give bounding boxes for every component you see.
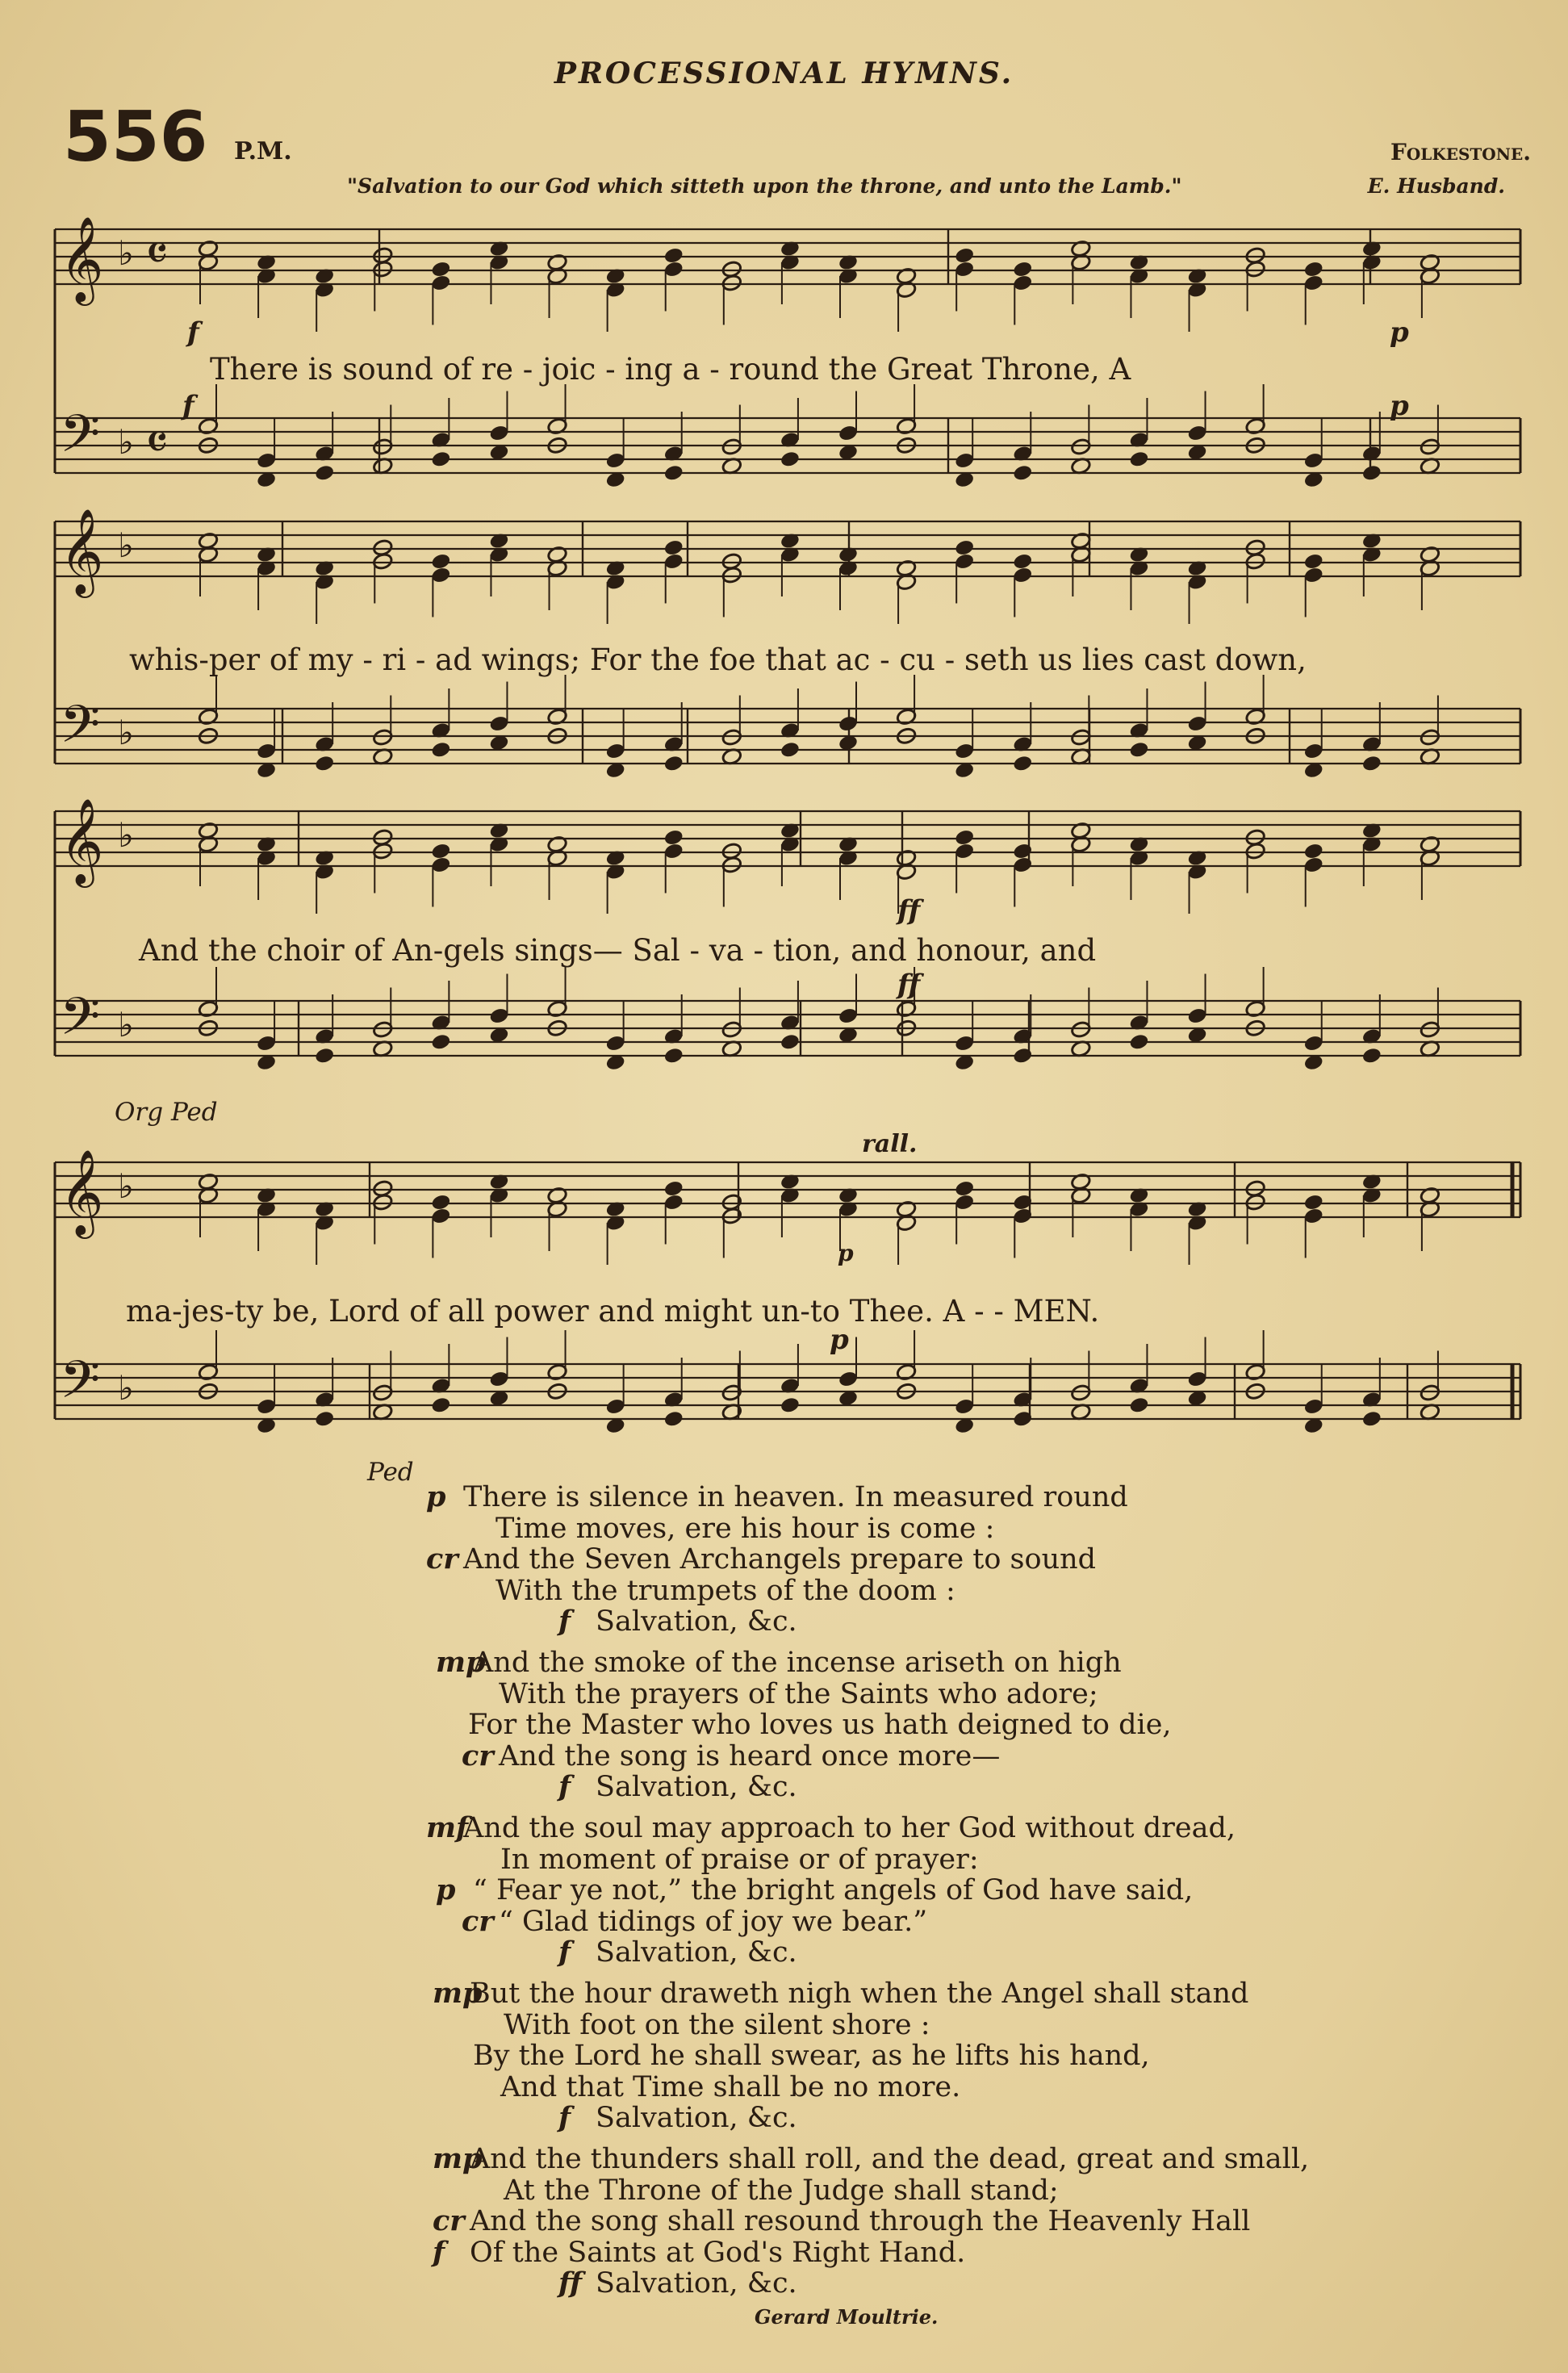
verse-1-line-1: There is silence in heaven. In measured round bbox=[463, 1481, 1128, 1513]
svg-text:𝄞: 𝄞 bbox=[60, 508, 104, 594]
dynamic-p-bass: p bbox=[1390, 390, 1409, 422]
svg-text:𝄴: 𝄴 bbox=[145, 224, 169, 284]
verse-3-line-3: “ Fear ye not,” the bright angels of God have said, bbox=[473, 1874, 1194, 1907]
svg-text:♭: ♭ bbox=[118, 525, 134, 565]
svg-text:♭: ♭ bbox=[118, 1368, 134, 1408]
lyrics-system-3: And the choir of An-gels sings— Sal - va - tion, and honour, and bbox=[139, 933, 1097, 968]
verse-5-line-1: And the thunders shall roll, and the dead, great and small, bbox=[470, 2143, 1310, 2175]
lyrics-system-2: whis-per of my - ri - ad wings; For the foe that ac - cu - seth us lies cast down, bbox=[129, 642, 1307, 677]
pedal-label: Ped bbox=[367, 1458, 414, 1487]
verse-4-line-3: By the Lord he shall swear, as he lifts his hand, bbox=[473, 2040, 1150, 2073]
organ-label: Org Ped bbox=[115, 1098, 218, 1127]
svg-text:𝄢: 𝄢 bbox=[60, 404, 101, 477]
rall-marking: rall. bbox=[862, 1130, 918, 1158]
verse-4-line-5: Salvation, &c. bbox=[596, 2102, 797, 2135]
verse-dynamic-mark: f bbox=[558, 1605, 571, 1638]
verse-5-line-4: Of the Saints at God's Right Hand. bbox=[470, 2236, 966, 2269]
meter: P.M. bbox=[234, 137, 292, 165]
svg-text:♭: ♭ bbox=[118, 815, 134, 855]
svg-text:𝄢: 𝄢 bbox=[60, 987, 101, 1060]
svg-text:𝄞: 𝄞 bbox=[60, 797, 104, 884]
verse-dynamic-mark: f bbox=[558, 1770, 571, 1804]
lyrics-system-4: ma-jes-ty be, Lord of all power and might un-to Thee. A - - MEN. bbox=[126, 1294, 1100, 1329]
svg-text:𝄴: 𝄴 bbox=[145, 413, 169, 473]
composer: E. Husband. bbox=[1367, 174, 1505, 198]
verse-5-line-5: Salvation, &c. bbox=[596, 2267, 797, 2300]
verse-dynamic-mark: cr bbox=[433, 2204, 465, 2238]
verse-dynamic-mark: mp bbox=[433, 2142, 483, 2175]
verse-2-line-3: For the Master who loves us hath deigned to die, bbox=[468, 1709, 1172, 1742]
hymn-number: 556 bbox=[63, 97, 208, 178]
verse-1-line-5: Salvation, &c. bbox=[596, 1605, 797, 1638]
svg-text:𝄢: 𝄢 bbox=[60, 1350, 101, 1423]
verse-dynamic-mark: mp bbox=[436, 1646, 486, 1679]
verse-dynamic-mark: p bbox=[426, 1480, 446, 1513]
lyrics-system-1: There is sound of re - joic - ing a - round the Great Throne, A bbox=[210, 352, 1131, 387]
verse-2-line-2: With the prayers of the Saints who adore; bbox=[499, 1677, 1098, 1710]
verse-4-line-4: And that Time shall be no more. bbox=[500, 2070, 961, 2103]
verse-dynamic-mark: f bbox=[433, 2235, 445, 2269]
svg-text:♭: ♭ bbox=[118, 713, 134, 752]
verse-dynamic-mark: f bbox=[558, 1936, 571, 1969]
svg-text:𝄞: 𝄞 bbox=[60, 216, 104, 302]
verse-4-line-1: But the hour draweth nigh when the Angel shall stand bbox=[470, 1978, 1249, 2010]
svg-text:♭: ♭ bbox=[118, 233, 134, 273]
svg-text:𝄢: 𝄢 bbox=[60, 695, 101, 768]
verse-dynamic-mark: f bbox=[558, 2101, 571, 2135]
verse-dynamic-mark: mp bbox=[433, 1977, 483, 2010]
verse-1-line-2: Time moves, ere his hour is come : bbox=[495, 1512, 995, 1545]
dynamic-p: p bbox=[1390, 316, 1409, 349]
section-title: PROCESSIONAL HYMNS. bbox=[554, 56, 1014, 90]
verse-dynamic-mark: mf bbox=[426, 1811, 469, 1844]
svg-text:𝄞: 𝄞 bbox=[60, 1149, 104, 1235]
author: Gerard Moultrie. bbox=[755, 2305, 939, 2329]
dynamic-p-inner: p bbox=[838, 1240, 854, 1266]
verse-dynamic-mark: cr bbox=[426, 1542, 458, 1576]
verse-3-line-4: “ Glad tidings of joy we bear.” bbox=[499, 1905, 928, 1938]
verse-dynamic-mark: p bbox=[436, 1873, 456, 1907]
verse-3-line-1: And the soul may approach to her God without dread, bbox=[463, 1812, 1236, 1844]
verse-5-line-3: And the song shall resound through the Heavenly Hall bbox=[470, 2205, 1251, 2238]
dynamic-ff-bass: ff bbox=[897, 969, 921, 1001]
dynamic-f: f bbox=[187, 316, 199, 349]
verse-2-line-5: Salvation, &c. bbox=[596, 1771, 797, 1804]
verse-2-line-1: And the smoke of the incense ariseth on high bbox=[473, 1647, 1122, 1679]
svg-text:♭: ♭ bbox=[118, 1005, 134, 1044]
dynamic-ff: ff bbox=[897, 894, 921, 927]
verse-5-line-2: At the Throne of the Judge shall stand; bbox=[504, 2174, 1059, 2207]
epigraph: "Salvation to our God which sitteth upon the throne, and unto the Lamb." bbox=[347, 174, 1182, 198]
verse-dynamic-mark: ff bbox=[558, 2266, 582, 2300]
tune-name: Folkestone. bbox=[1390, 139, 1531, 165]
svg-text:♭: ♭ bbox=[118, 422, 134, 462]
verse-dynamic-mark: cr bbox=[462, 1739, 494, 1772]
dynamic-f-bass: f bbox=[182, 390, 194, 422]
verse-3-line-5: Salvation, &c. bbox=[596, 1936, 797, 1969]
svg-text:♭: ♭ bbox=[118, 1166, 134, 1206]
dynamic-p-amen: p bbox=[830, 1324, 849, 1356]
verse-3-line-2: In moment of praise or of prayer: bbox=[500, 1843, 979, 1876]
verse-4-line-2: With foot on the silent shore : bbox=[504, 2008, 930, 2041]
verse-1-line-3: And the Seven Archangels prepare to sound bbox=[463, 1543, 1097, 1576]
verse-1-line-4: With the trumpets of the doom : bbox=[495, 1574, 955, 1607]
verse-dynamic-mark: cr bbox=[462, 1904, 494, 1938]
verse-2-line-4: And the song is heard once more— bbox=[499, 1739, 1001, 1772]
